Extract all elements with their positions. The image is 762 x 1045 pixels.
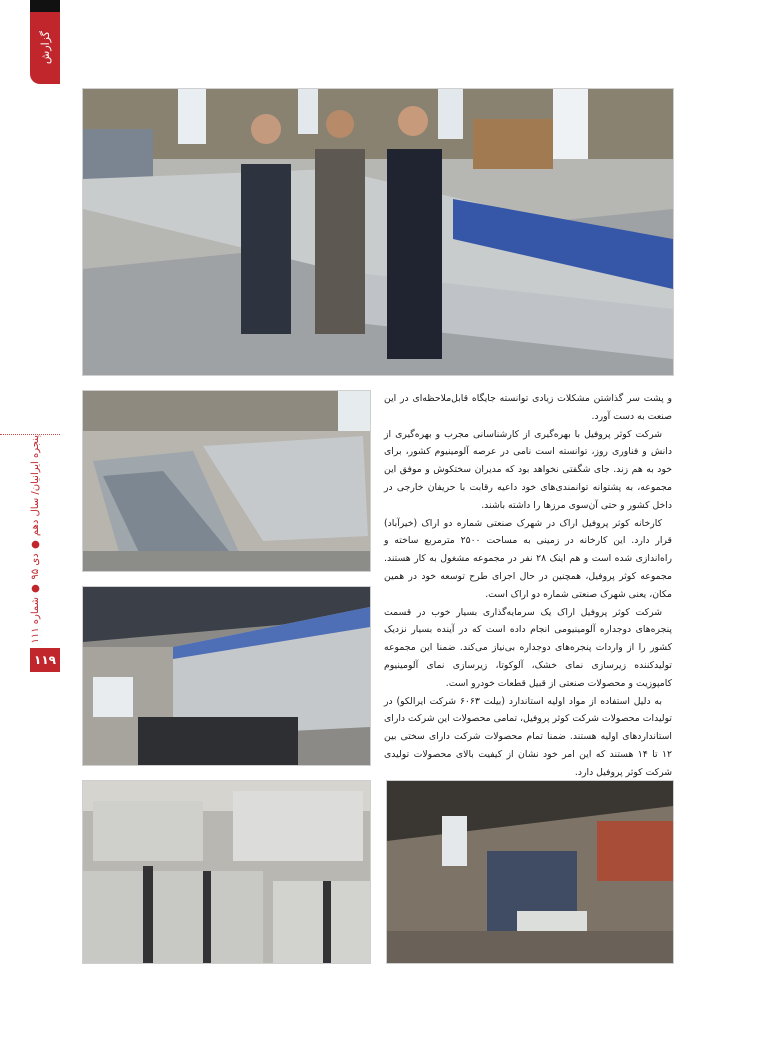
photo-mid-2 xyxy=(82,586,371,766)
article-paragraph: شرکت کوثر پروفیل با بهره‌گیری از کارشناسانی مجرب و بهره‌گیری از دانش و فناوری روز، توانسته است نامی در عرصه آلومینیوم کشور، برای خود به هم زند. جای شگفتی نخواهد بود که مدیران سختکوش و موفق این مجموعه، به پشتوانه توانمندی‌های خود داعیه رقابت با حریفان خارجی در داخل کشور و حتی آن‌سوی مرزها را داشته باشند. xyxy=(384,428,672,511)
magazine-caption xyxy=(28,434,42,644)
magazine-caption-text: پنجره ایرانیان/ سال دهم ● دی ۹۵ ● شماره ۱۱۱ xyxy=(29,434,41,644)
article-paragraph: شرکت کوثر پروفیل اراک یک سرمایه‌گذاری بسیار خوب در قسمت پنجره‌های دوجداره آلومینیومی انجام داده است که در آینده بسیار نزدیک کشور را از واردات پنجره‌های دوجداره بی‌نیاز می‌کند. ضمنا این مجموعه تولیدکننده زیرسازی نمای خشک، آلوکوتا، زیرسازی نمای آلومینیوم کامپوزیت و محصولات صنعتی از قبیل قطعات خودرو است. xyxy=(384,606,672,689)
photo-top xyxy=(82,88,674,376)
photo-bottom-left xyxy=(82,780,371,964)
article-paragraph: کارخانه کوثر پروفیل اراک در شهرک صنعتی شماره دو اراک (خیرآباد) قرار دارد. این کارخانه در زمینی به مساحت ۲۵۰۰ مترمربع ساخته و راه‌اندازی شده است و هم اینک ۲۸ نفر در مجموعه مشغول به کار هستند. مجموعه کوثر پروفیل، همچنین در حال اجرای طرح توسعه خود در همین مکان، یعنی شهرک صنعتی شماره دو اراک است. xyxy=(384,517,672,600)
section-label: گزارش xyxy=(38,31,52,65)
photo-mid-1 xyxy=(82,390,371,572)
article-body xyxy=(384,390,672,782)
article-paragraph: به دلیل استفاده از مواد اولیه استاندارد (بیلت ۶۰۶۳ شرکت ایرالکو) در تولیدات محصولات شرکت کوثر پروفیل، تمامی محصولات این شرکت دارای استانداردهای اولیه هستند. ضمنا تمام محصولات شرکت دارای سختی بین ۱۲ تا ۱۴ هستند که این امر خود نشان از کیفیت بالای محصولات تولیدی شرکت کوثر پروفیل دارد. xyxy=(384,695,672,778)
photo-bottom-right xyxy=(386,780,674,964)
article-paragraph: و پشت سر گذاشتن مشکلات زیادی توانسته جایگاه قابل‌ملاحظه‌ای در این صنعت به دست آورد. xyxy=(384,393,672,422)
section-tab xyxy=(30,12,60,84)
top-bar xyxy=(30,0,60,12)
page-number: ۱۱۹ xyxy=(30,648,60,672)
